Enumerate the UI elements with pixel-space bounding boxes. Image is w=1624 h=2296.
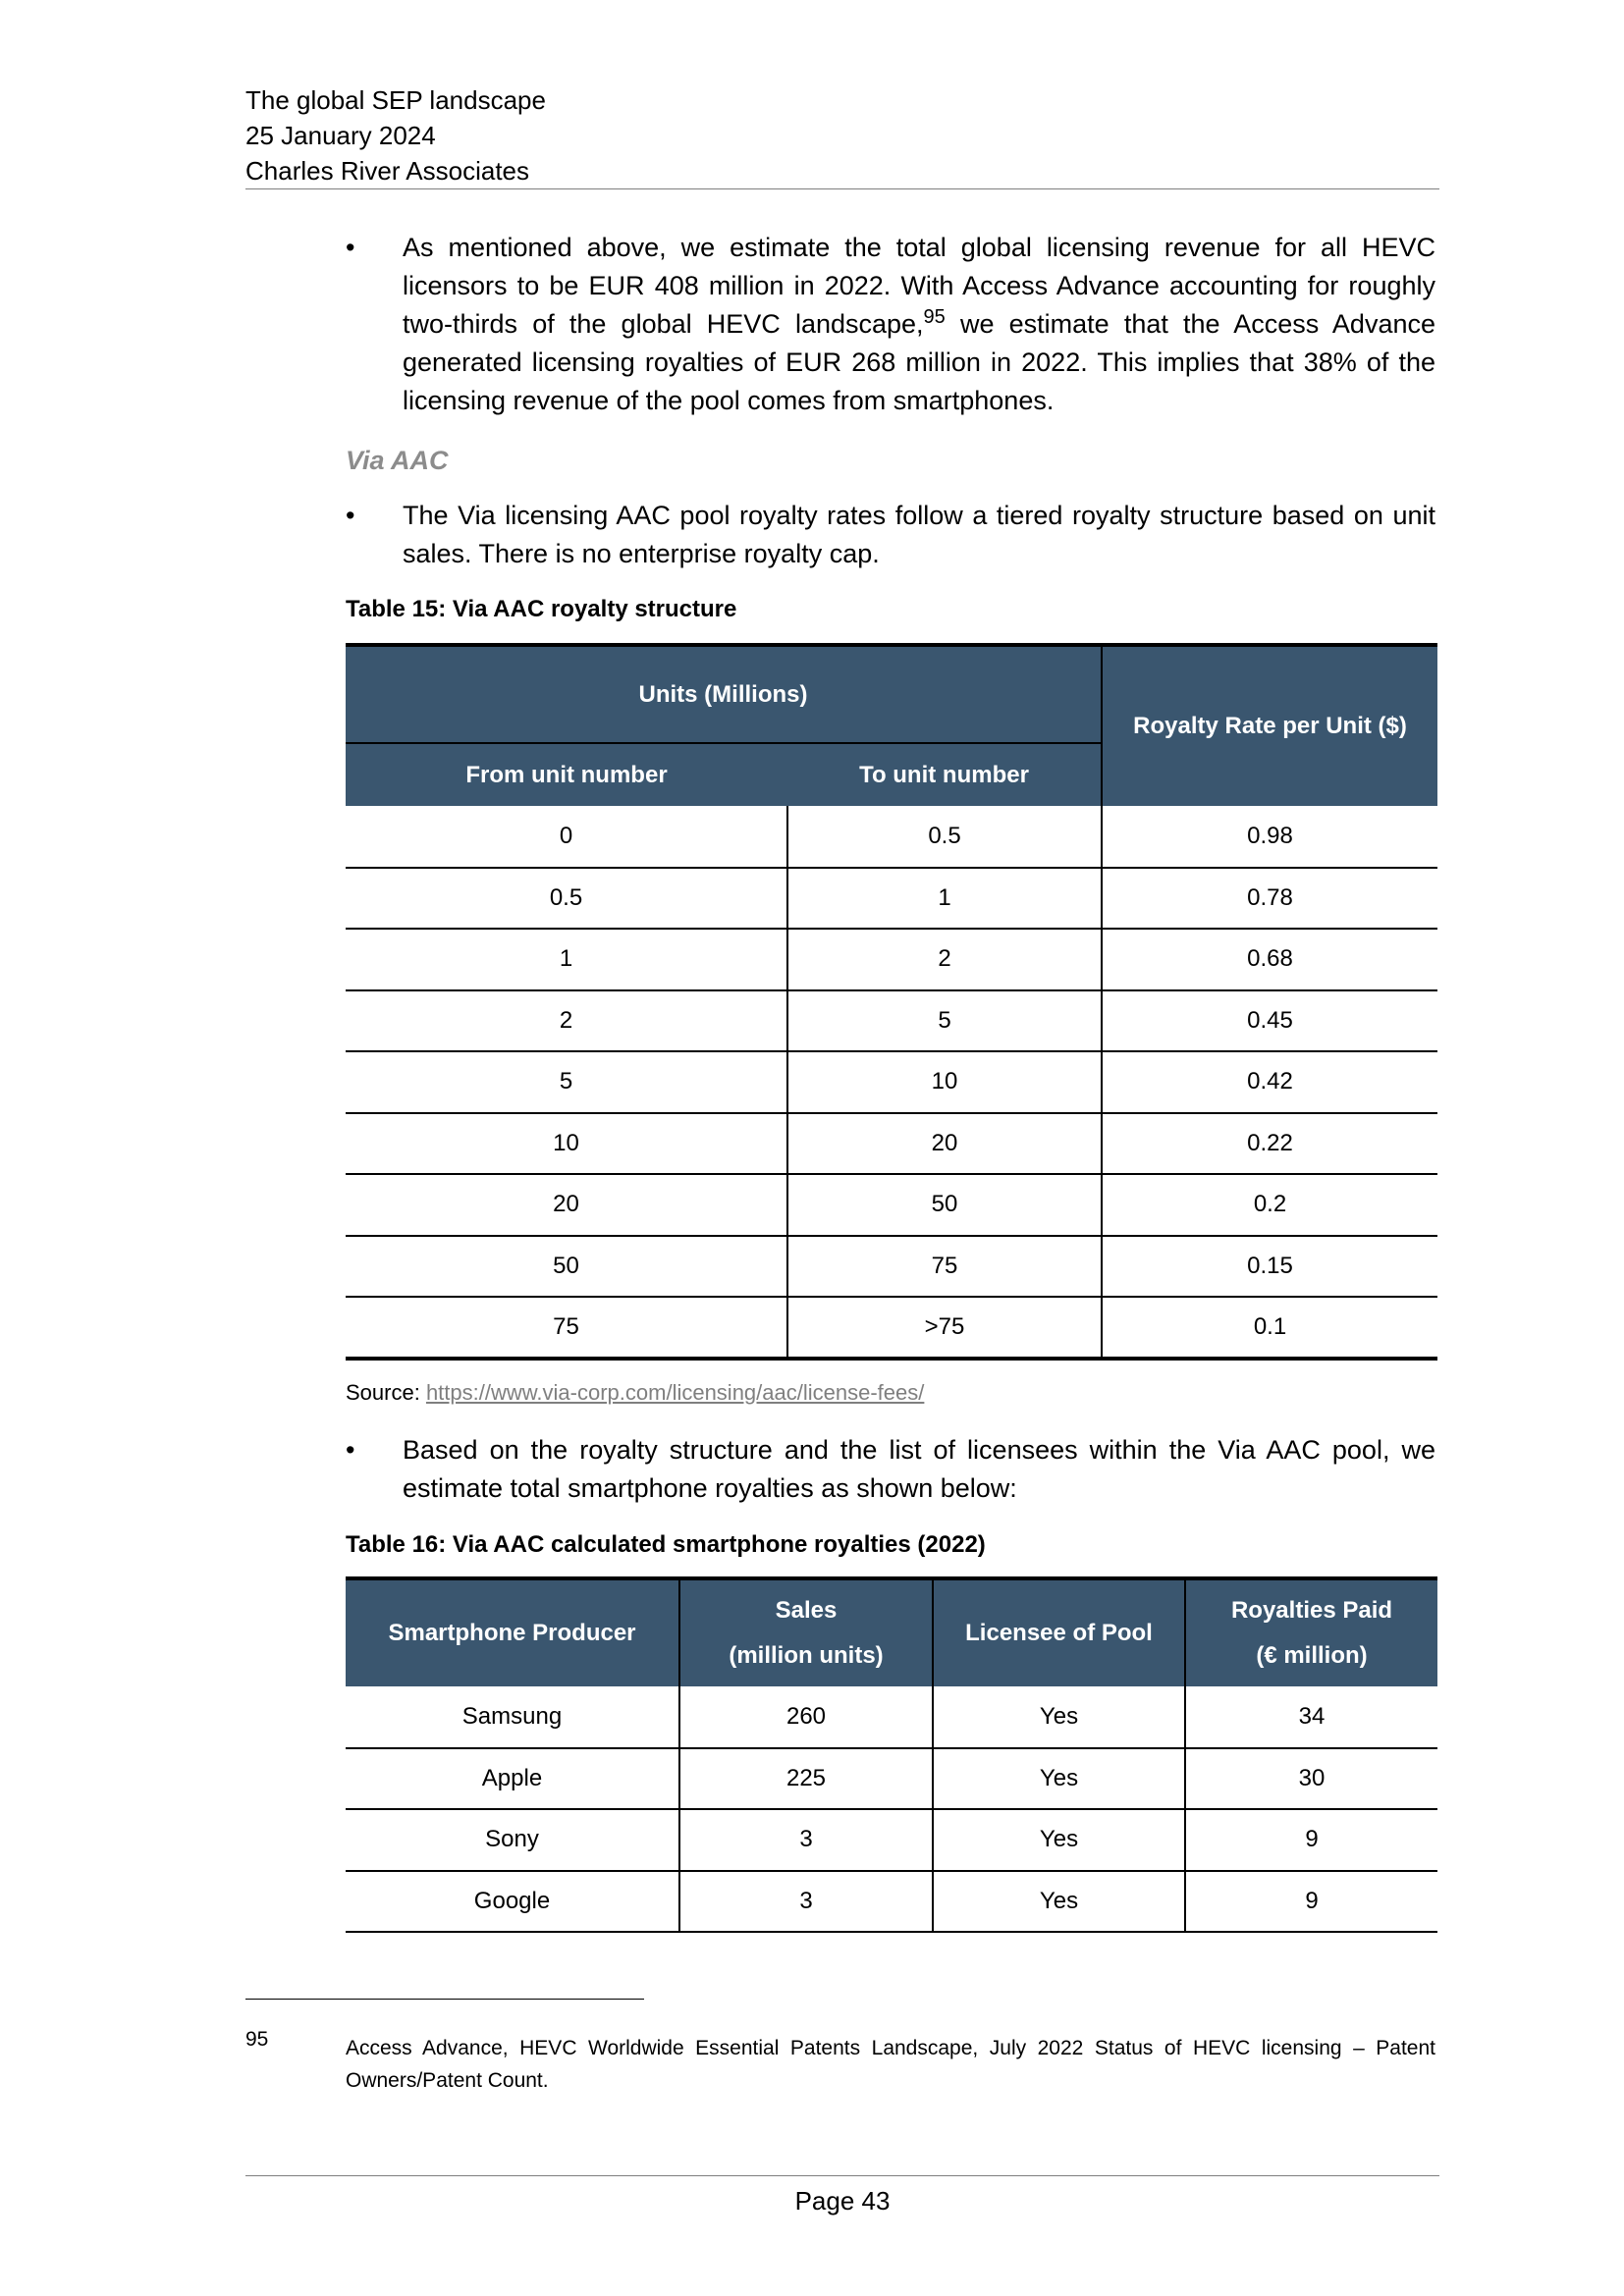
bullet-dot: • — [346, 501, 355, 530]
table16-col-sales — [679, 1578, 933, 1686]
table-cell: 34 — [1185, 1686, 1437, 1748]
table16-col-sales-line2: (million units) — [729, 1642, 884, 1669]
header-divider — [245, 188, 1439, 189]
table15-group-header: Units (Millions) — [346, 645, 1102, 743]
royalty-structure-table — [346, 643, 1437, 1361]
table-cell: 9 — [1185, 1871, 1437, 1933]
table-row — [346, 1297, 1437, 1359]
table-row — [346, 868, 1437, 930]
table16-body — [346, 1686, 1437, 1932]
table-cell: 0.5 — [346, 868, 787, 930]
table-cell: 0.68 — [1102, 929, 1437, 990]
page-number: Page 43 — [794, 2186, 891, 2216]
table-cell: 50 — [787, 1174, 1102, 1236]
table-cell: 75 — [553, 1312, 579, 1340]
footnote-ref[interactable]: 95 — [923, 306, 946, 328]
bullet-hevc-revenue — [346, 229, 1435, 420]
table-cell: 1 — [787, 868, 1102, 930]
table-cell: 0.98 — [1102, 806, 1437, 868]
table16-col-royalties-line2: (€ million) — [1256, 1642, 1368, 1669]
smartphone-royalties-table — [346, 1576, 1437, 1933]
table-row — [346, 1748, 1437, 1810]
table-cell: Apple — [346, 1748, 679, 1810]
table-cell: 0.42 — [1102, 1051, 1437, 1113]
table-cell: 2 — [787, 929, 1102, 990]
bullet-dot: • — [346, 1435, 355, 1465]
source-label: Source: — [346, 1380, 426, 1405]
table15-body — [346, 806, 1437, 1359]
table16-col-licensee: Licensee of Pool — [933, 1578, 1185, 1686]
table-cell: 225 — [679, 1748, 933, 1810]
table16-col-royalties — [1185, 1578, 1437, 1686]
bullet-dot: • — [346, 233, 355, 262]
table-row — [346, 990, 1437, 1052]
table-cell: 3 — [679, 1809, 933, 1871]
table-row — [346, 1174, 1437, 1236]
footnote-divider — [245, 1999, 644, 2000]
footnote-number: 95 — [245, 2028, 269, 2051]
table-row — [346, 806, 1437, 868]
table15-source — [346, 1380, 1435, 1406]
bullet-text-cont: we estimate that the Access Advance generated licensing royalties of EUR 268 million in 2022. This implies that 38% of the licensing revenue of the pool comes from smartphones. — [403, 309, 1435, 415]
footer-divider — [245, 2175, 1439, 2176]
table-cell: 0.15 — [1102, 1236, 1437, 1298]
page-header — [245, 82, 1439, 188]
table-cell: 3 — [679, 1871, 933, 1933]
table-cell: 0 — [346, 806, 787, 868]
table15-col-to: To unit number — [787, 743, 1102, 806]
table-row — [346, 1051, 1437, 1113]
source-link[interactable]: https://www.via-corp.com/licensing/aac/license-fees/ — [425, 1380, 925, 1405]
table-cell: >75 — [787, 1297, 1102, 1359]
table-cell: 2 — [346, 990, 787, 1052]
table-cell: 10 — [787, 1051, 1102, 1113]
table-cell: Google — [473, 1887, 551, 1914]
table-cell: 0.45 — [1102, 990, 1437, 1052]
table-cell: 0.5 — [787, 806, 1102, 868]
table-cell: 20 — [787, 1113, 1102, 1175]
table-cell: 10 — [346, 1113, 787, 1175]
section-subheading: Via AAC — [346, 446, 449, 475]
table-cell: 30 — [1185, 1748, 1437, 1810]
table16-wrapper — [346, 1576, 1435, 1933]
table-row — [346, 1809, 1437, 1871]
table-row — [346, 1113, 1437, 1175]
table15-wrapper — [346, 643, 1435, 1361]
bullet-text: As mentioned above, we estimate the total global licensing revenue for all HEVC licensors to be EUR 408 million in 2022. With Access Advance accounting for roughly two-thirds of the global HEVC landscape, — [403, 233, 1435, 339]
bullet-via-aac-rates — [346, 497, 1435, 573]
table-cell: 0.78 — [1102, 868, 1437, 930]
table-cell: 260 — [679, 1686, 933, 1748]
table16-col-royalties-line1: Royalties Paid — [1230, 1597, 1393, 1624]
table-cell: 5 — [346, 1051, 787, 1113]
bullet-text: The Via licensing AAC pool royalty rates follow a tiered royalty structure based on unit sales. There is no enterprise royalty cap. — [403, 501, 1435, 568]
table16-col-sales-line1: Sales — [775, 1597, 838, 1624]
table16-caption: Table 16: Via AAC calculated smartphone royalties (2022) — [346, 1531, 986, 1558]
document-org: Charles River Associates — [245, 156, 529, 186]
table-cell: 20 — [346, 1174, 787, 1236]
table-row — [346, 1686, 1437, 1748]
table-row — [346, 1871, 1437, 1933]
document-title: The global SEP landscape — [245, 85, 546, 115]
table-cell: 0.1 — [1102, 1297, 1437, 1359]
table-cell: 0.22 — [1102, 1113, 1437, 1175]
table-row — [346, 929, 1437, 990]
bullet-text: Based on the royalty structure and the list of licensees within the Via AAC pool, we estimate total smartphone royalties as shown below: — [403, 1435, 1435, 1503]
table-cell: Yes — [933, 1871, 1185, 1933]
table-row — [346, 1236, 1437, 1298]
table-cell: Yes — [933, 1809, 1185, 1871]
table16-col-producer: Smartphone Producer — [346, 1578, 679, 1686]
table-cell: 5 — [787, 990, 1102, 1052]
bullet-smartphone-royalties — [346, 1431, 1435, 1508]
table-cell: Sony — [346, 1809, 679, 1871]
table-cell: Samsung — [346, 1686, 679, 1748]
table-cell: 0.2 — [1102, 1174, 1437, 1236]
table-cell: 9 — [1185, 1809, 1437, 1871]
table-cell: 50 — [346, 1236, 787, 1298]
table15-col-rate: Royalty Rate per Unit ($) — [1102, 645, 1437, 806]
document-date: 25 January 2024 — [245, 121, 436, 150]
table-cell: Yes — [933, 1748, 1185, 1810]
table15-col-from: From unit number — [346, 743, 787, 806]
table-cell: 1 — [346, 929, 787, 990]
footnote-text: Access Advance, HEVC Worldwide Essential Patents Landscape, July 2022 Status of HEVC licensing – Patent Owners/Patent Count. — [346, 2037, 1435, 2092]
table15-caption: Table 15: Via AAC royalty structure — [346, 596, 737, 622]
table-cell: 75 — [787, 1236, 1102, 1298]
table-cell: Yes — [933, 1686, 1185, 1748]
